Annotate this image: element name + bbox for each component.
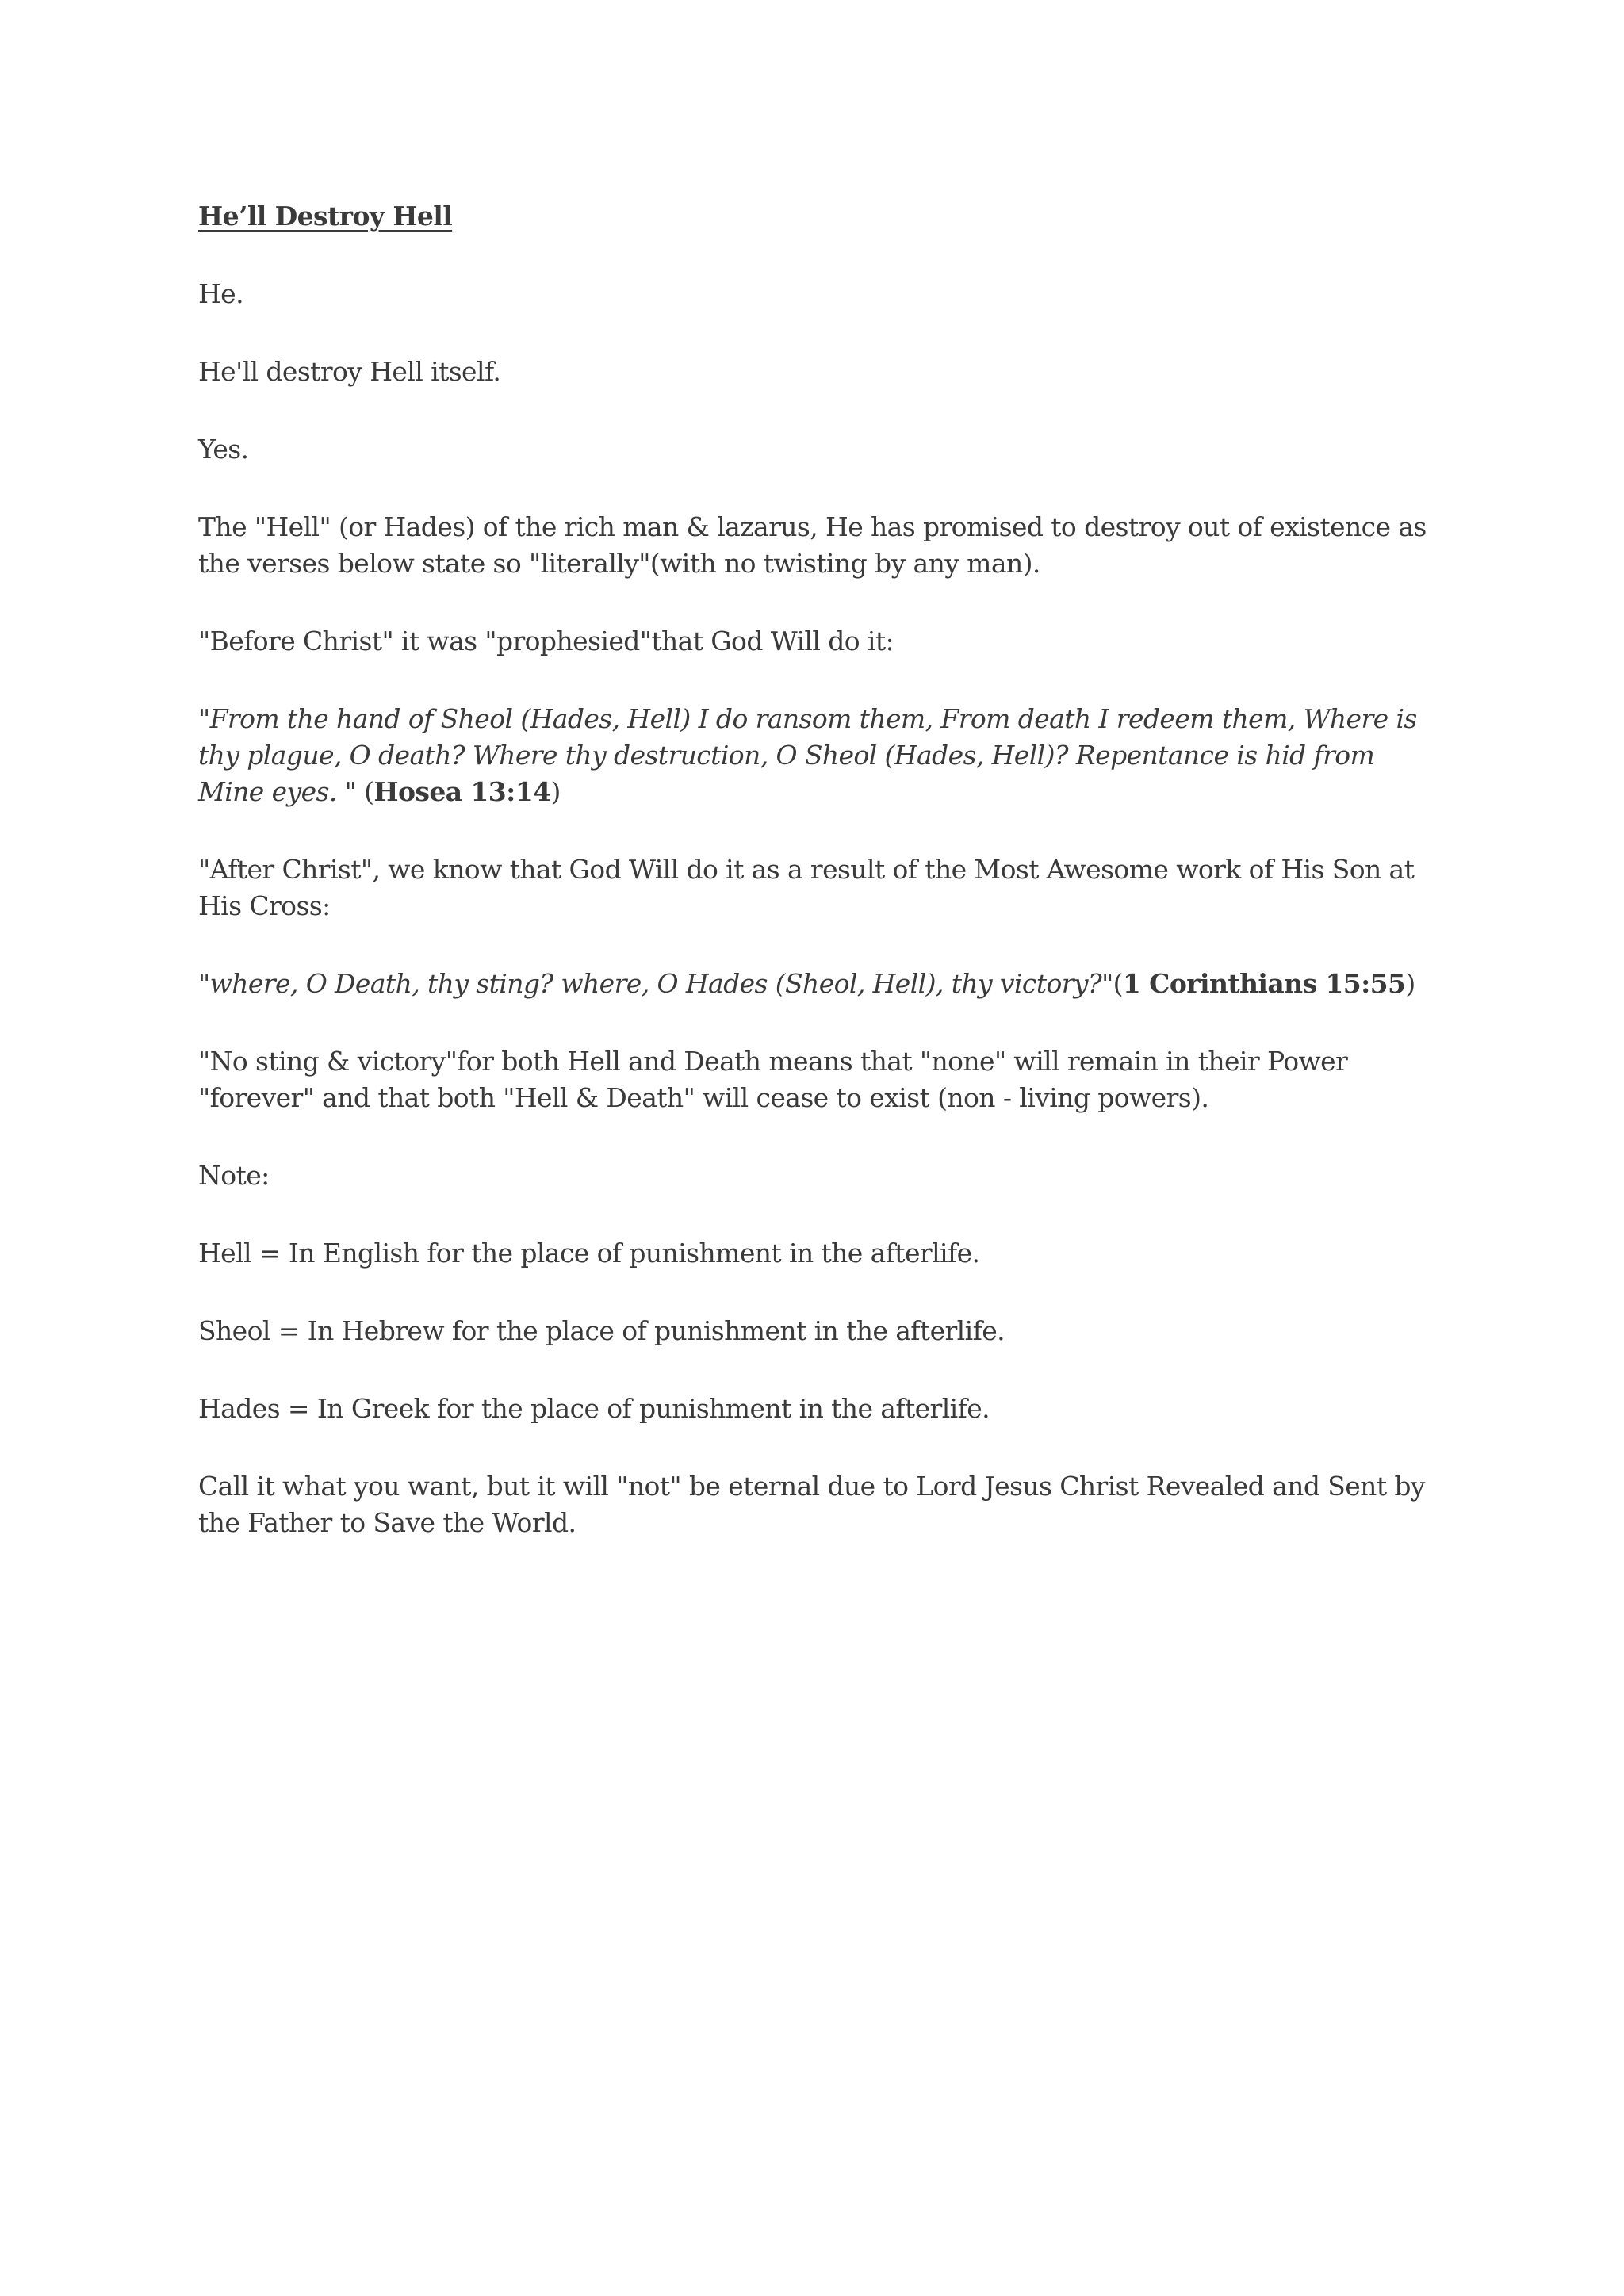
- quote-close: " (: [336, 776, 374, 807]
- definition-hades: Hades = In Greek for the place of punishment in the afterlife.: [198, 1393, 990, 1424]
- quote-corinthians-reference: 1 Corinthians 15:55: [1122, 968, 1406, 999]
- quote-corinthians: [198, 966, 1435, 1002]
- paragraph-after-christ: "After Christ", we know that God Will do it as a result of the Most Awesome work of His Son at His Cross:: [198, 854, 1415, 921]
- paragraph-he: He.: [198, 278, 243, 309]
- quote-corinthians-text: where, O Death, thy sting? where, O Hades (Sheol, Hell), thy victory?: [209, 968, 1102, 999]
- document-title: He’ll Destroy Hell: [198, 201, 453, 232]
- paragraph-note: Note:: [198, 1160, 270, 1191]
- quote-open: ": [198, 703, 210, 734]
- quote-close: "(: [1101, 968, 1123, 999]
- paragraph-destroy-hell: He'll destroy Hell itself.: [198, 356, 501, 387]
- paragraph-before-christ: "Before Christ" it was "prophesied"that God Will do it:: [198, 626, 894, 656]
- quote-end: ): [1405, 968, 1415, 999]
- quote-hosea: [198, 701, 1435, 810]
- paragraph-rich-man: The "Hell" (or Hades) of the rich man & lazarus, He has promised to destroy out of existence as the verses below state so "literally"(with no twisting by any man).: [198, 511, 1427, 579]
- quote-end: ): [550, 776, 561, 807]
- paragraph-yes: Yes.: [198, 434, 249, 465]
- definition-sheol: Sheol = In Hebrew for the place of punishment in the afterlife.: [198, 1315, 1005, 1346]
- definition-hell: Hell = In English for the place of punishment in the afterlife.: [198, 1238, 980, 1269]
- quote-hosea-text: From the hand of Sheol (Hades, Hell) I do ransom them, From death I redeem them, Where is thy plague, O death? Where thy destruction, O Sheol (Hades, Hell)? Repentance is hid from Mine eyes.: [198, 703, 1417, 807]
- quote-hosea-reference: Hosea 13:14: [373, 776, 551, 807]
- quote-open: ": [198, 968, 210, 999]
- document-page: [198, 198, 1435, 1582]
- paragraph-no-sting: "No sting & victory"for both Hell and Death means that "none" will remain in their Power "forever" and that both "Hell & Death" will cease to exist (non - living powers).: [198, 1046, 1348, 1113]
- paragraph-call-it: Call it what you want, but it will "not" be eternal due to Lord Jesus Christ Revealed and Sent by the Father to Save the World.: [198, 1471, 1425, 1538]
